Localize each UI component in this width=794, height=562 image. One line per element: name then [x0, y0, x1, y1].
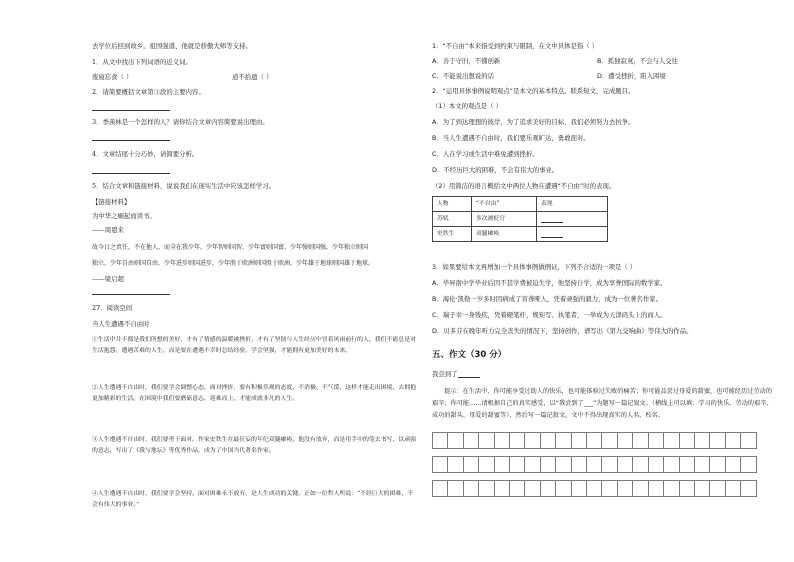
r-q2-sub-1: （1）本文的观点是（ ） [432, 102, 503, 110]
grid-cell[interactable] [494, 480, 510, 497]
essay-title-blank[interactable] [458, 371, 480, 378]
grid-cell[interactable] [679, 432, 695, 449]
r-q2-option-a: A．为了到达理想的彼岸，为了追求美好的目标，我们必须努力去抗争。 [432, 118, 635, 126]
grid-cell[interactable] [463, 432, 479, 449]
r-q1-option-a: A．善于守旧，不懂创新 [432, 57, 501, 65]
grid-cell[interactable] [601, 456, 617, 473]
grid-cell[interactable] [432, 432, 448, 449]
grid-cell[interactable] [509, 480, 525, 497]
grid-cell[interactable] [694, 456, 710, 473]
grid-cell[interactable] [709, 480, 725, 497]
grid-cell[interactable] [540, 432, 556, 449]
essay-title-text: 我尝到了 [432, 370, 458, 378]
grid-cell[interactable] [617, 432, 633, 449]
reading-title: 当人生遭遇不自由时 [92, 320, 150, 328]
table-header: “不自由” [472, 197, 537, 212]
grid-cell[interactable] [740, 480, 756, 497]
r-question-2: 2．“运用具体事例说明观点”是本文的基本特点。联系短文，完成题目。 [432, 87, 635, 95]
grid-cell[interactable] [509, 432, 525, 449]
q1-option-a: 废寝忘食（ ） [92, 73, 133, 81]
grid-cell[interactable] [709, 456, 725, 473]
link-quote-1-source: ——周恩来 [92, 226, 124, 234]
grid-cell[interactable] [740, 432, 756, 449]
character-table [432, 196, 608, 242]
table-header-row [433, 197, 608, 212]
r-q2-sub-2: （2）用简洁的语言概括文中两位人物在遭遇“不自由”时的表现。 [432, 182, 616, 190]
r-q3-option-b: B．海伦·凯勒一岁多时因病成了盲聋哑人，凭着顽强的毅力，成为一位著名作家。 [432, 295, 663, 303]
r-q3-option-d: D．贝多芬在晚年听力完全丧失的情况下，坚持创作，谱写出《第九交响曲》等伟大的作品。 [432, 327, 693, 335]
answer-blank[interactable] [541, 231, 563, 238]
grid-cell[interactable] [540, 456, 556, 473]
link-quote-2-cont: 独立，少年自由则国自由，少年进步则国进步，少年胜于欧洲则国胜于欧洲，少年雄于地球则国雄于地球。 [92, 260, 375, 267]
grid-cell[interactable] [617, 480, 633, 497]
grid-cell[interactable] [617, 456, 633, 473]
answer-line-5 [92, 294, 170, 295]
grid-cell[interactable] [447, 480, 463, 497]
grid-cell[interactable] [432, 456, 448, 473]
r-q1-option-b: B．孤独寂寞，不会与人交往 [597, 57, 679, 65]
essay-title [432, 370, 480, 378]
r-q2-option-c: C．人在学习或生活中难免遭到挫折。 [432, 150, 539, 158]
grid-cell[interactable] [648, 432, 664, 449]
answer-line-4 [92, 173, 170, 174]
grid-cell[interactable] [555, 480, 571, 497]
grid-cell[interactable] [725, 456, 741, 473]
grid-cell[interactable] [447, 432, 463, 449]
grid-cell[interactable] [725, 480, 741, 497]
grid-cell[interactable] [524, 456, 540, 473]
grid-cell[interactable] [555, 432, 571, 449]
paragraph-2: ②人生遭遇不自由时，我们要学会调整心态，面对挫折，要有积极乐观的态度，不消极、不气馁，这样才能走出困境，去拥抱更加精彩的生活。在困境中我们要磨砺意志，迎难而上，才能成就非凡的人生。 [92, 385, 416, 402]
table-header: 人物 [433, 197, 472, 212]
grid-row[interactable] [432, 432, 756, 449]
q1-option-b: 道不拾遗（ ） [232, 73, 273, 81]
section-27: 27．阅读空间 [92, 304, 133, 312]
table-cell-answer[interactable] [537, 212, 608, 227]
paragraph-3: ③人生遭遇不自由时，我们要勇于面对。作家史铁生在最狂妄的年纪双腿瘫痪，他没有放弃，而是用手中的笔去书写，以顽强的意志，写出了《我与地坛》等优秀作品，成为了中国当代著名作家。 [92, 437, 416, 454]
grid-cell[interactable] [601, 480, 617, 497]
r-q1-option-c: C．不能说出想说的话 [432, 72, 494, 80]
question-1: 1．从文中找出下列词语的近义词。 [92, 58, 192, 66]
grid-cell[interactable] [555, 456, 571, 473]
grid-cell[interactable] [463, 480, 479, 497]
link-quote-2-source: ——梁启超 [92, 275, 124, 283]
r-q3-option-a: A．毕昇南中学毕业后因不甚学费被迫失学，他坚持自学，成为享誉国际的数学家。 [432, 279, 667, 287]
answer-line-3 [92, 140, 170, 141]
grid-cell[interactable] [601, 432, 617, 449]
grid-cell[interactable] [679, 480, 695, 497]
r-question-1: 1．“不自由”本来指受到约束与限制，在文中具体是指（ ） [432, 42, 599, 50]
grid-cell[interactable] [663, 456, 679, 473]
r-q3-option-c: C．瑞子幸一身残疾，凭着硬笔杆、规矩写、执笔者，一举成为天津码头上的商人。 [432, 311, 667, 319]
question-5: 5．结合文章和链接材料，说说我们在现实生活中应该怎样学习。 [92, 182, 276, 190]
grid-cell[interactable] [648, 480, 664, 497]
grid-cell[interactable] [632, 456, 648, 473]
grid-cell[interactable] [725, 432, 741, 449]
section-5-heading: 五、作文（30 分） [432, 350, 507, 360]
grid-cell[interactable] [494, 432, 510, 449]
grid-cell[interactable] [586, 456, 602, 473]
grid-cell[interactable] [571, 456, 587, 473]
grid-cell[interactable] [663, 432, 679, 449]
grid-cell[interactable] [540, 480, 556, 497]
link-quote-2: 故今日之责任，不在他人，而全在我少年。少年智则国智，少年富则国富，少年强则国强，少年独立则国 [92, 244, 369, 251]
table-cell: 双腿瘫痪 [472, 227, 537, 242]
grid-cell[interactable] [494, 456, 510, 473]
grid-cell[interactable] [694, 432, 710, 449]
question-3: 3．季羡林是一个怎样的人？请你结合文章内容简要说出理由。 [92, 118, 269, 126]
answer-line-2 [92, 110, 170, 111]
grid-cell[interactable] [586, 480, 602, 497]
paragraph-4: ④人生遭遇不自由时，我们要学会坚持。面对困难永不放弃，是人生成功的关键。正如一位哲人所说：“不经巨大的困难，不会有伟大的事业。” [92, 491, 414, 508]
r-q2-option-d: D．不经历巨大的困难，不会有伟大的事业。 [432, 166, 559, 174]
grid-row[interactable] [432, 456, 756, 473]
grid-cell[interactable] [524, 480, 540, 497]
grid-cell[interactable] [709, 432, 725, 449]
table-cell: 苏轼 [433, 212, 472, 227]
table-header: 表现 [537, 197, 608, 212]
question-2: 2．请简要概括文章第③段的主要内容。 [92, 88, 205, 96]
grid-cell[interactable] [463, 456, 479, 473]
grid-cell[interactable] [694, 480, 710, 497]
grid-cell[interactable] [632, 480, 648, 497]
grid-cell[interactable] [663, 480, 679, 497]
answer-blank[interactable] [541, 216, 563, 223]
grid-cell[interactable] [586, 432, 602, 449]
table-row [433, 227, 608, 242]
link-material-title: 【链接材料】 [92, 198, 131, 206]
table-row [433, 212, 608, 227]
table-cell-answer[interactable] [537, 227, 608, 242]
grid-cell[interactable] [679, 456, 695, 473]
question-4: 4．文章结尾十分巧妙，请简要分析。 [92, 150, 199, 158]
grid-cell[interactable] [478, 480, 494, 497]
paragraph-1: ①生活中并不都是我们所想的美好，才有了情感的温暖被挫折，才有了坚韧与人生经历中冒着风雨前行的人，我们不能总是对生活抱怨，遭遇苦难的人生，而是要在遭遇不幸时总结经验，学会坚强，才能拥有更加美好的未来。 [92, 337, 416, 354]
grid-cell[interactable] [740, 456, 756, 473]
grid-cell[interactable] [447, 456, 463, 473]
grid-cell[interactable] [524, 432, 540, 449]
grid-cell[interactable] [432, 480, 448, 497]
grid-cell[interactable] [648, 456, 664, 473]
grid-cell[interactable] [632, 432, 648, 449]
top-line: 去学位后回到故乡。祖国强盛、他就是骄傲大师等支持。 [92, 42, 252, 50]
grid-cell[interactable] [509, 456, 525, 473]
essay-prompt: 提示：在生活中，你可能享受过助人的快乐，也可能体验过失败的痛苦；你可能品尝过母爱的甜蜜，也可能经历过劳动的艰辛；你可能……请根据自己的真实感受，以“我尝到了___”为题写一篇记叙文。（横线上可以填：学习的快乐、劳动的艰辛、成功的甜头、母爱的甜蜜等），然后写一篇记叙文，文中不得出现真实的人名、校名。 [432, 388, 773, 419]
grid-cell[interactable] [478, 456, 494, 473]
table-cell: 史铁生 [433, 227, 472, 242]
table-cell: 多次被贬官 [472, 212, 537, 227]
grid-cell[interactable] [571, 480, 587, 497]
r-question-3: 3．如果要给本文再增加一个具体事例做例证，下列不合适的一项是（ ） [432, 263, 637, 271]
grid-cell[interactable] [571, 432, 587, 449]
grid-row[interactable] [432, 480, 756, 497]
grid-cell[interactable] [478, 432, 494, 449]
r-q2-option-b: B．当人生遭遇不自由时，我们要乐观旷达，勇敢面对。 [432, 134, 590, 142]
r-q1-option-d: D．遭受挫折，陷入困境 [597, 72, 666, 80]
link-quote-1: 为中华之崛起而读书。 [92, 212, 156, 220]
